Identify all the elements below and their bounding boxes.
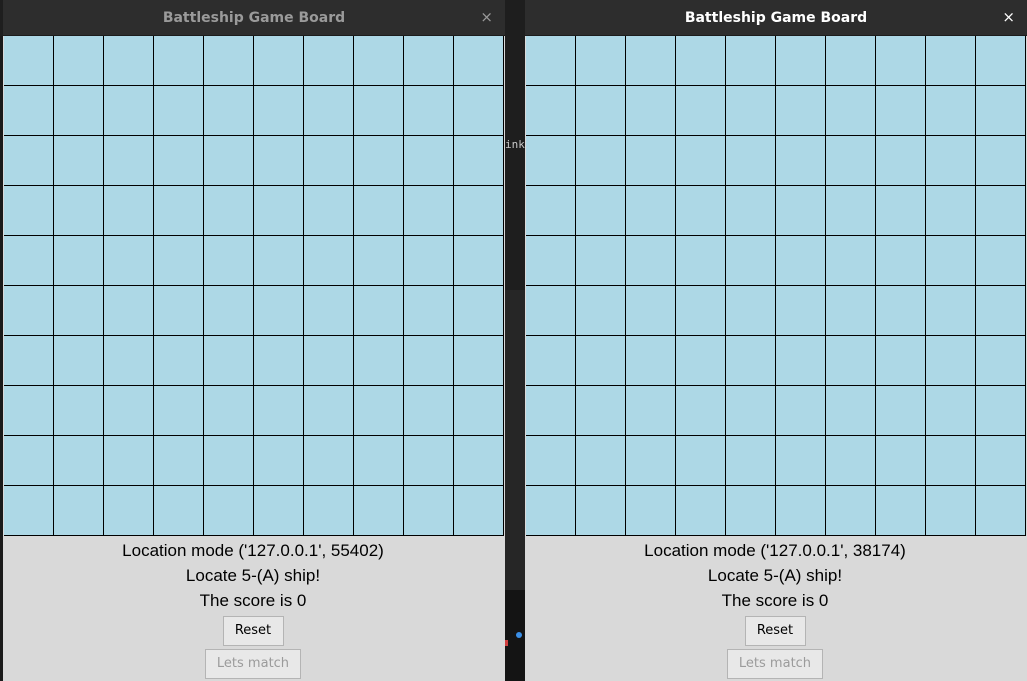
board-cell[interactable] [826, 436, 876, 486]
board-cell[interactable] [404, 486, 454, 536]
board-cell[interactable] [776, 286, 826, 336]
board-cell[interactable] [926, 236, 976, 286]
board-cell[interactable] [304, 36, 354, 86]
board-cell[interactable] [54, 36, 104, 86]
board-cell[interactable] [876, 386, 926, 436]
board-cell[interactable] [154, 86, 204, 136]
board-cell[interactable] [676, 36, 726, 86]
board-cell[interactable] [404, 86, 454, 136]
board-cell[interactable] [826, 86, 876, 136]
board-cell[interactable] [4, 286, 54, 336]
board-cell[interactable] [626, 36, 676, 86]
board-cell[interactable] [254, 436, 304, 486]
close-icon[interactable]: × [1002, 8, 1015, 26]
location-mode-text: Location mode ('127.0.0.1', 38174) [644, 541, 906, 560]
board-cell[interactable] [104, 236, 154, 286]
board-cell[interactable] [776, 386, 826, 436]
board-cell[interactable] [626, 86, 676, 136]
board-cell[interactable] [354, 236, 404, 286]
board-cell[interactable] [726, 86, 776, 136]
board-cell[interactable] [54, 286, 104, 336]
board-cell[interactable] [354, 336, 404, 386]
board-cell[interactable] [826, 336, 876, 386]
board-cell[interactable] [826, 36, 876, 86]
board-cell[interactable] [726, 336, 776, 386]
board-cell[interactable] [454, 86, 504, 136]
close-icon[interactable]: × [480, 8, 493, 26]
board-cell[interactable] [576, 386, 626, 436]
board-cell[interactable] [204, 36, 254, 86]
board-cell[interactable] [676, 136, 726, 186]
board-cell[interactable] [204, 386, 254, 436]
board-cell[interactable] [104, 436, 154, 486]
board-cell[interactable] [454, 386, 504, 436]
board-cell[interactable] [4, 486, 54, 536]
board-cell[interactable] [254, 486, 304, 536]
board-cell[interactable] [976, 86, 1026, 136]
reset-button[interactable]: Reset [223, 616, 284, 646]
background-panel-dark [505, 590, 525, 681]
board-cell[interactable] [926, 186, 976, 236]
board-cell[interactable] [354, 386, 404, 436]
board-cell[interactable] [676, 486, 726, 536]
background-window-strip [505, 0, 525, 681]
board-cell[interactable] [626, 136, 676, 186]
board-cell[interactable] [204, 286, 254, 336]
board-cell[interactable] [976, 336, 1026, 386]
board-cell[interactable] [54, 236, 104, 286]
board-cell[interactable] [526, 336, 576, 386]
window-title: Battleship Game Board [162, 9, 346, 26]
background-text-fragment: ink [505, 138, 525, 151]
board-cell[interactable] [776, 486, 826, 536]
board-cell[interactable] [154, 286, 204, 336]
board-cell[interactable] [54, 136, 104, 186]
board-cell[interactable] [976, 186, 1026, 236]
board-cell[interactable] [454, 236, 504, 286]
battleship-window-left [3, 0, 505, 681]
board-cell[interactable] [404, 336, 454, 386]
location-mode-text: Location mode ('127.0.0.1', 55402) [122, 541, 384, 560]
board-cell[interactable] [204, 86, 254, 136]
board-cell[interactable] [304, 236, 354, 286]
board-cell[interactable] [154, 436, 204, 486]
board-cell[interactable] [626, 436, 676, 486]
board-cell[interactable] [104, 336, 154, 386]
board-cell[interactable] [626, 486, 676, 536]
board-cell[interactable] [726, 486, 776, 536]
board-cell[interactable] [4, 436, 54, 486]
board-cell[interactable] [104, 36, 154, 86]
board-cell[interactable] [254, 136, 304, 186]
board-cell[interactable] [254, 36, 304, 86]
board-cell[interactable] [726, 136, 776, 186]
status-panel [525, 538, 1025, 679]
board-cell[interactable] [676, 436, 726, 486]
board-cell[interactable] [826, 386, 876, 436]
game-board [526, 36, 1026, 536]
board-cell[interactable] [204, 186, 254, 236]
board-cell[interactable] [304, 186, 354, 236]
board-cell[interactable] [254, 286, 304, 336]
board-cell[interactable] [726, 286, 776, 336]
board-cell[interactable] [404, 186, 454, 236]
battleship-window-right [525, 0, 1027, 681]
board-cell[interactable] [726, 236, 776, 286]
window-title: Battleship Game Board [684, 9, 868, 26]
board-cell[interactable] [576, 86, 626, 136]
board-cell[interactable] [304, 486, 354, 536]
board-cell[interactable] [826, 236, 876, 286]
board-cell[interactable] [354, 186, 404, 236]
board-cell[interactable] [876, 436, 926, 486]
board-cell[interactable] [626, 286, 676, 336]
board-cell[interactable] [526, 386, 576, 436]
board-cell[interactable] [576, 186, 626, 236]
board-cell[interactable] [304, 86, 354, 136]
board-cell[interactable] [304, 336, 354, 386]
board-cell[interactable] [454, 336, 504, 386]
board-cell[interactable] [926, 336, 976, 386]
background-panel [505, 290, 525, 590]
board-cell[interactable] [776, 136, 826, 186]
board-cell[interactable] [54, 336, 104, 386]
board-cell[interactable] [976, 36, 1026, 86]
board-cell[interactable] [876, 486, 926, 536]
board-cell[interactable] [354, 436, 404, 486]
board-cell[interactable] [526, 136, 576, 186]
instruction-text: Locate 5-(A) ship! [707, 566, 843, 585]
board-cell[interactable] [204, 436, 254, 486]
board-cell[interactable] [576, 286, 626, 336]
board-cell[interactable] [826, 486, 876, 536]
board-cell[interactable] [4, 336, 54, 386]
board-cell[interactable] [154, 186, 204, 236]
board-cell[interactable] [676, 186, 726, 236]
background-dot-icon [516, 632, 522, 638]
board-cell[interactable] [454, 136, 504, 186]
board-cell[interactable] [404, 436, 454, 486]
board-cell[interactable] [204, 236, 254, 286]
board-cell[interactable] [926, 286, 976, 336]
board-cell[interactable] [676, 236, 726, 286]
board-cell[interactable] [404, 36, 454, 86]
board-cell[interactable] [976, 286, 1026, 336]
board-cell[interactable] [104, 136, 154, 186]
board-cell[interactable] [454, 286, 504, 336]
board-cell[interactable] [154, 336, 204, 386]
board-cell[interactable] [404, 286, 454, 336]
board-cell[interactable] [304, 136, 354, 186]
board-cell[interactable] [4, 236, 54, 286]
board-cell[interactable] [676, 336, 726, 386]
score-text: The score is 0 [199, 591, 307, 610]
board-cell[interactable] [976, 386, 1026, 436]
board-cell[interactable] [526, 186, 576, 236]
board-cell[interactable] [404, 136, 454, 186]
board-cell[interactable] [976, 236, 1026, 286]
board-cell[interactable] [104, 186, 154, 236]
board-cell[interactable] [576, 436, 626, 486]
window-titlebar[interactable] [3, 0, 505, 36]
board-cell[interactable] [826, 186, 876, 236]
instruction-text: Locate 5-(A) ship! [185, 566, 321, 585]
board-cell[interactable] [204, 486, 254, 536]
board-cell[interactable] [454, 436, 504, 486]
board-cell[interactable] [976, 486, 1026, 536]
board-cell[interactable] [626, 336, 676, 386]
window-titlebar[interactable] [525, 0, 1027, 36]
board-cell[interactable] [154, 36, 204, 86]
board-cell[interactable] [876, 236, 926, 286]
board-cell[interactable] [4, 386, 54, 436]
board-cell[interactable] [526, 286, 576, 336]
lets-match-button[interactable]: Lets match [205, 649, 301, 679]
board-cell[interactable] [404, 386, 454, 436]
score-text: The score is 0 [721, 591, 829, 610]
board-cell[interactable] [254, 386, 304, 436]
background-red-marker [505, 640, 508, 646]
board-cell[interactable] [354, 36, 404, 86]
board-cell[interactable] [726, 36, 776, 86]
board-cell[interactable] [154, 386, 204, 436]
board-cell[interactable] [926, 486, 976, 536]
board-cell[interactable] [526, 486, 576, 536]
board-cell[interactable] [676, 86, 726, 136]
board-cell[interactable] [526, 36, 576, 86]
board-cell[interactable] [776, 86, 826, 136]
board-cell[interactable] [826, 286, 876, 336]
board-cell[interactable] [354, 286, 404, 336]
board-cell[interactable] [876, 136, 926, 186]
board-cell[interactable] [876, 86, 926, 136]
board-cell[interactable] [4, 136, 54, 186]
board-cell[interactable] [304, 436, 354, 486]
board-cell[interactable] [926, 436, 976, 486]
board-cell[interactable] [254, 236, 304, 286]
board-cell[interactable] [354, 86, 404, 136]
board-cell[interactable] [776, 436, 826, 486]
board-cell[interactable] [576, 36, 626, 86]
board-cell[interactable] [876, 186, 926, 236]
board-cell[interactable] [776, 36, 826, 86]
board-cell[interactable] [726, 186, 776, 236]
board-cell[interactable] [976, 136, 1026, 186]
game-board [4, 36, 504, 536]
board-cell[interactable] [104, 386, 154, 436]
board-cell[interactable] [204, 136, 254, 186]
board-cell[interactable] [826, 136, 876, 186]
board-cell[interactable] [54, 486, 104, 536]
board-cell[interactable] [776, 236, 826, 286]
board-cell[interactable] [576, 236, 626, 286]
board-cell[interactable] [576, 136, 626, 186]
board-cell[interactable] [526, 436, 576, 486]
board-cell[interactable] [726, 386, 776, 436]
board-cell[interactable] [576, 486, 626, 536]
board-cell[interactable] [354, 136, 404, 186]
board-cell[interactable] [404, 236, 454, 286]
board-cell[interactable] [676, 286, 726, 336]
board-cell[interactable] [254, 186, 304, 236]
board-cell[interactable] [154, 486, 204, 536]
board-cell[interactable] [354, 486, 404, 536]
status-panel [3, 538, 503, 679]
board-cell[interactable] [104, 486, 154, 536]
board-cell[interactable] [626, 186, 676, 236]
board-cell[interactable] [254, 336, 304, 386]
board-cell[interactable] [4, 186, 54, 236]
board-cell[interactable] [104, 286, 154, 336]
board-cell[interactable] [204, 336, 254, 386]
board-cell[interactable] [776, 336, 826, 386]
board-cell[interactable] [726, 436, 776, 486]
board-cell[interactable] [304, 386, 354, 436]
board-cell[interactable] [154, 236, 204, 286]
board-cell[interactable] [54, 386, 104, 436]
board-cell[interactable] [526, 86, 576, 136]
board-cell[interactable] [576, 336, 626, 386]
board-cell[interactable] [254, 86, 304, 136]
board-cell[interactable] [454, 36, 504, 86]
board-cell[interactable] [54, 186, 104, 236]
board-cell[interactable] [526, 236, 576, 286]
board-cell[interactable] [4, 36, 54, 86]
board-cell[interactable] [4, 86, 54, 136]
board-cell[interactable] [926, 136, 976, 186]
lets-match-button[interactable]: Lets match [727, 649, 823, 679]
board-cell[interactable] [876, 336, 926, 386]
board-cell[interactable] [876, 286, 926, 336]
board-cell[interactable] [54, 436, 104, 486]
board-cell[interactable] [626, 386, 676, 436]
board-cell[interactable] [926, 386, 976, 436]
board-cell[interactable] [626, 236, 676, 286]
board-cell[interactable] [926, 86, 976, 136]
board-cell[interactable] [54, 86, 104, 136]
board-cell[interactable] [154, 136, 204, 186]
board-cell[interactable] [926, 36, 976, 86]
board-cell[interactable] [776, 186, 826, 236]
board-cell[interactable] [454, 486, 504, 536]
board-cell[interactable] [876, 36, 926, 86]
reset-button[interactable]: Reset [745, 616, 806, 646]
board-cell[interactable] [976, 436, 1026, 486]
board-cell[interactable] [104, 86, 154, 136]
board-cell[interactable] [676, 386, 726, 436]
board-cell[interactable] [454, 186, 504, 236]
board-cell[interactable] [304, 286, 354, 336]
